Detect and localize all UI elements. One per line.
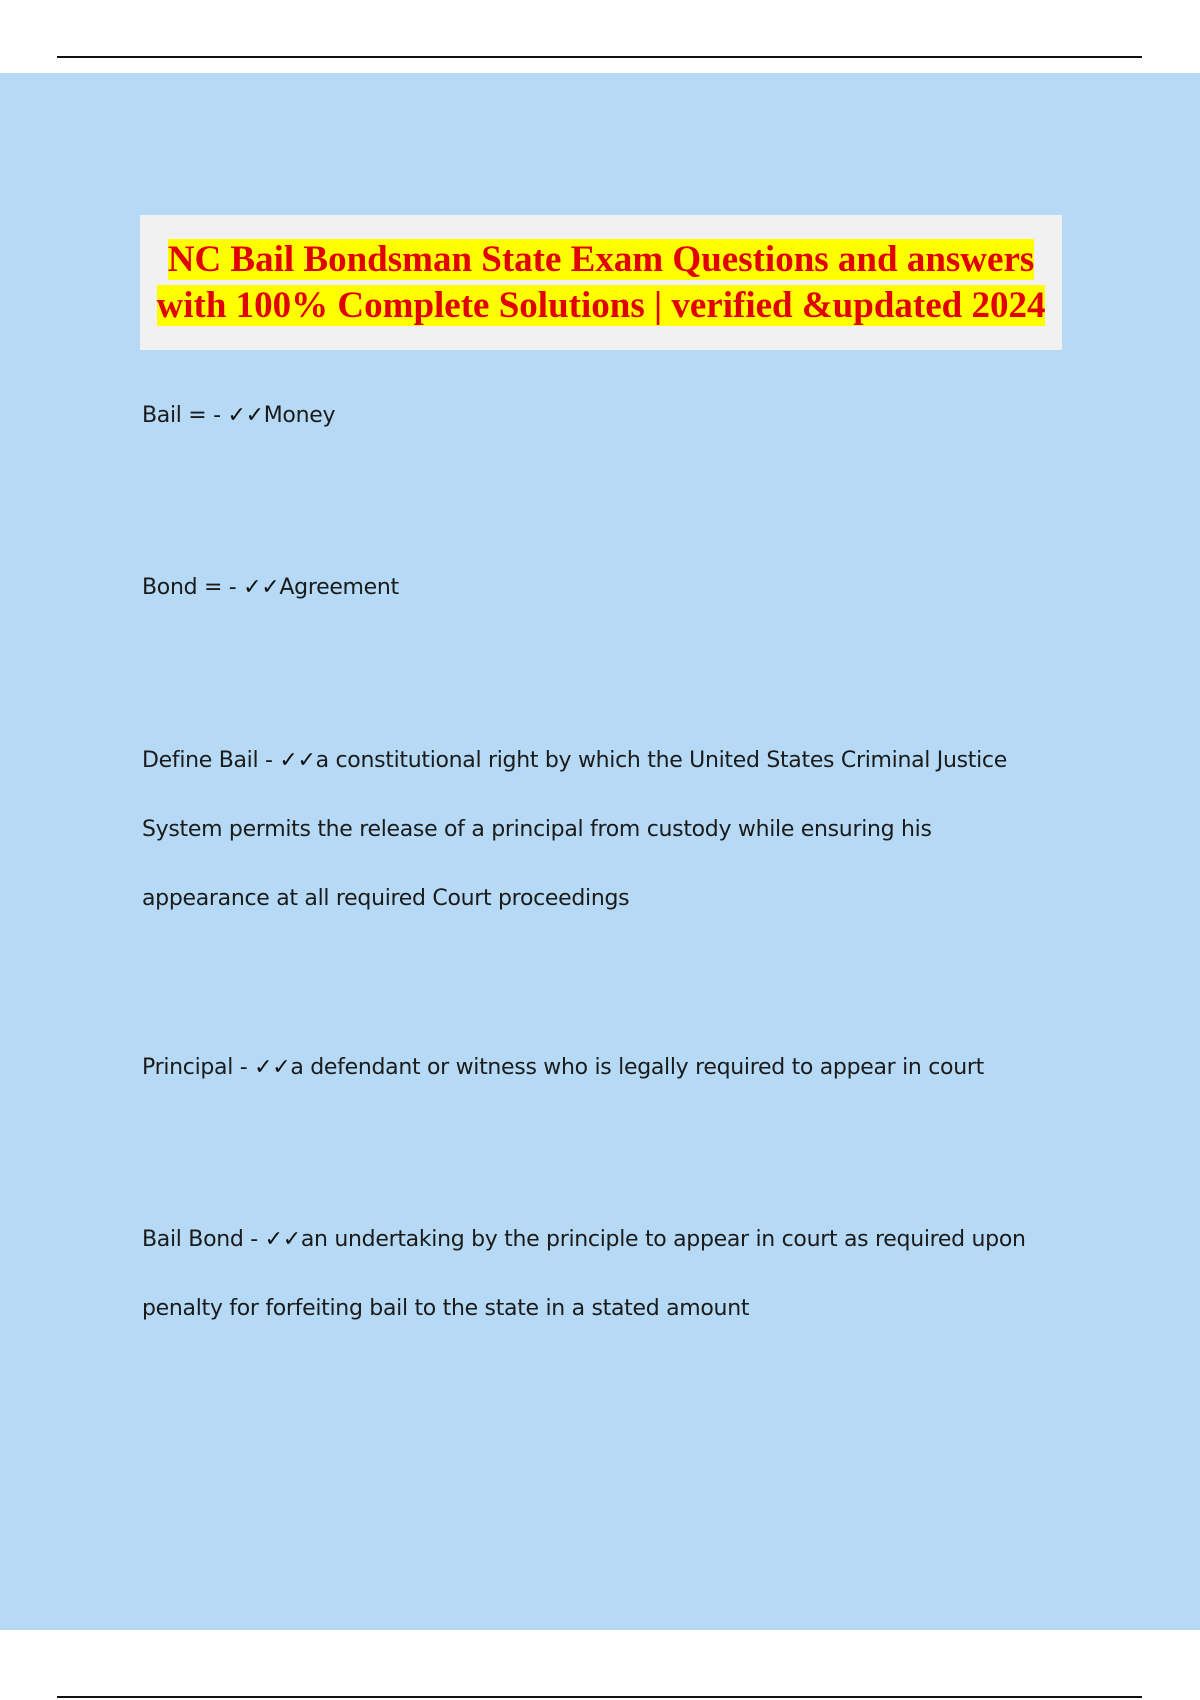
entry-term: Define Bail - [142, 748, 273, 773]
header-rule [57, 56, 1142, 58]
qa-entry-bail-bond [142, 1205, 1062, 1343]
entry-answer: a constitutional right by which the United States Criminal Justice System permits the release of a principal from custody while ensuring his appearance at all required Court proceedings [142, 748, 1007, 911]
qa-entry-principal [142, 1033, 1062, 1102]
qa-entry-bond [142, 553, 1062, 622]
checkmark-icon: ✓✓ [227, 403, 264, 428]
qa-entry-bail [142, 381, 1062, 450]
entry-answer: Money [263, 403, 336, 428]
qa-entry-define-bail [142, 726, 1062, 933]
entry-answer: Agreement [279, 575, 399, 600]
footer-rule [57, 1696, 1142, 1698]
entry-answer: an undertaking by the principle to appear in court as required upon penalty for forfeiting bail to the state in a stated amount [142, 1227, 1026, 1321]
checkmark-icon: ✓✓ [254, 1055, 291, 1080]
document-title: NC Bail Bondsman State Exam Questions and answers with 100% Complete Solutions | verified &updated 2024 [156, 238, 1046, 326]
entry-term: Bail = - [142, 403, 221, 428]
entry-term: Principal - [142, 1055, 248, 1080]
entry-term: Bond = - [142, 575, 237, 600]
entry-term: Bail Bond - [142, 1227, 258, 1252]
title-box [140, 215, 1062, 350]
checkmark-icon: ✓✓ [264, 1227, 301, 1252]
checkmark-icon: ✓✓ [279, 748, 316, 773]
checkmark-icon: ✓✓ [243, 575, 280, 600]
entry-answer: a defendant or witness who is legally required to appear in court [290, 1055, 984, 1080]
